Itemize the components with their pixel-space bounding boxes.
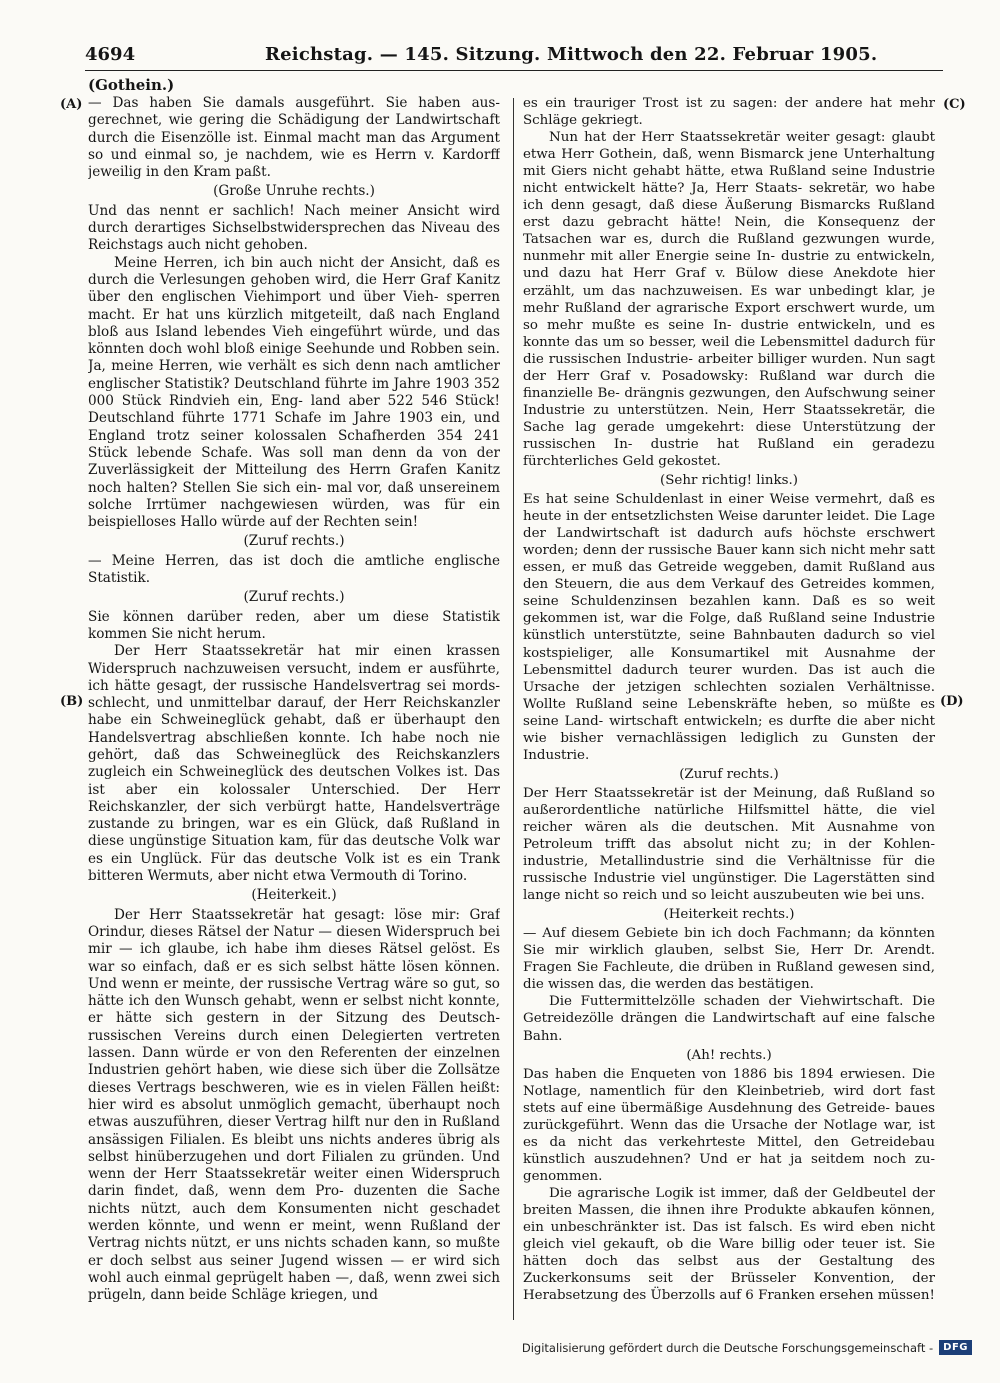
paragraph: Es hat seine Schuldenlast in einer Weise vermehrt, daß es heute in der entsetzlichsten Weise darunter leidet. Die Lage der Landwirtschaft ist dadurch aufs höchste erschwert worden; denn der russische Bauer kann sich nicht mehr satt essen, er muß das Getreide weggeben, damit Rußland aus den Steuern, die aus dem Verkauf des Getreides kommen, seine Schuldenzinsen bezahlen kann. Daß es so weit gekommen ist, war die Folge, daß Rußland seine Industrie künstlich unterstützte, seine Bahnbauten dadurch so viel kostspieliger, alle Konsumartikel mit Ausnahme der Lebensmittel dadurch teurer wurden. Das ist auch die Ursache der jetzigen schlechten sozialen Verhältnisse. Wollte Rußland seine Lebenskräfte heben, so müßte es seine Land- wirtschaft entwickeln; es durfte die aber nicht wie bisher vernachlässigen lediglich zu Gunsten der Industrie.	[523, 492, 935, 763]
paragraph: Die Futtermittelzölle schaden der Viehwirtschaft. Die Getreidezölle drängen die Landwirtschaft auf eine falsche Bahn.	[523, 994, 935, 1044]
speaker-label: (Gothein.)	[88, 76, 175, 94]
paragraph: — Meine Herren, das ist doch die amtliche englische Statistik.	[88, 552, 500, 587]
paragraph: Das haben die Enqueten von 1886 bis 1894 erwiesen. Die Notlage, namentlich für den Kleinbetrieb, wird dort fast stets auf eine übermäßige Ausdehnung des Getreide- baues zurückgeführt. Wenn das die Ursache der Notlage war, ist es da nicht das verkehrteste Mittel, den Getreidebau künstlich auszudehnen? Und er hat ja seitdem noch zu- genommen.	[523, 1066, 935, 1184]
margin-marker-b: (B)	[60, 694, 84, 709]
margin-marker-d: (D)	[940, 694, 964, 709]
margin-marker-a: (A)	[60, 97, 83, 112]
digitization-footer	[522, 1340, 972, 1355]
dfg-logo: DFG	[939, 1340, 972, 1355]
header-rule	[85, 70, 943, 71]
interjection: (Zuruf rechts.)	[679, 766, 779, 782]
page-number: 4694	[85, 44, 136, 65]
right-column	[523, 95, 935, 1320]
paragraph: Und das nennt er sachlich! Nach meiner Ansicht wird durch derartiges Sichselbstwidersprechen das Niveau des Reichstags auch nicht gehoben.	[88, 202, 500, 254]
interjection: (Ah! rechts.)	[686, 1047, 772, 1063]
left-column	[88, 95, 500, 1320]
interjection: (Heiterkeit.)	[251, 887, 337, 904]
column-divider	[513, 98, 514, 1320]
page-title: Reichstag. — 145. Sitzung. Mittwoch den 22. Februar 1905.	[265, 44, 878, 65]
paragraph: Sie können darüber reden, aber um diese Statistik kommen Sie nicht herum.	[88, 608, 500, 642]
paragraph: Der Herr Staatssekretär hat mir einen krassen Widerspruch nachzuweisen versucht, indem er ausführte, ich hätte gesagt, der russische Handelsvertrag sei mords- schlecht, und unmittelbar darauf, der Herr Reichskanzler habe ein Schweineglück gehabt, daß er überhaupt den Handelsvertrag abschließen konnte. Ich habe noch nie gehört, daß das Schweineglück des Reichskanzlers zugleich ein Schweineglück des deutschen Volkes ist. Das ist aber ein kolossaler Unterschied. Der Herr Reichskanzler, der sich verbürgt hatte, Handelsverträge zustande zu bringen, war es ein Glück, daß Rußland in diese ungünstige Situation kam, für das deutsche Volk war es ein Unglück. Für das deutsche Volk ist es ein Trank bitteren Wermuts, aber nicht etwa Vermouth di Torino.	[88, 643, 500, 885]
paragraph: — Auf diesem Gebiete bin ich doch Fachmann; da könnten Sie mir wirklich glauben, selbst Sie, Herr Dr. Arendt. Fragen Sie Fachleute, die drüben in Rußland gewesen sind, die wissen das, die werden das bestätigen.	[523, 926, 935, 993]
paragraph: Meine Herren, ich bin auch nicht der Ansicht, daß es durch die Verlesungen gehoben wird, die Herr Graf Kanitz über den englischen Viehimport und über Vieh- sperren macht. Er hat uns kürzlich mitgeteilt, daß nach England bloß aus Island lebendes Vieh eingeführt würde, und das könnten doch wohl bloß einige Seehunde und Robben sein. Ja, meine Herren, wie verhält es sich denn nach amtlicher englischer Statistik? Deutschland führte im Jahre 1903 352 000 Stück Rindvieh ein, Eng- land aber 522 546 Stück! Deutschland führte 1771 Schafe im Jahre 1903 ein, und England trotz seiner kolossalen Schafherden 354 241 Stück lebende Schafe. Was soll man denn da von der Zuverlässigkeit der Mitteilung des Herrn Grafen Kanitz noch halten? Stellen Sie sich ein- mal vor, daß unsereinem solche Irrtümer nachgewiesen würden, was für ein beispielloses Hallo würde auf der Rechten sein!	[88, 254, 500, 531]
interjection: (Zuruf rechts.)	[243, 589, 345, 606]
page-header	[85, 44, 945, 70]
margin-marker-c: (C)	[943, 97, 966, 112]
paragraph: Der Herr Staatssekretär ist der Meinung, daß Rußland so außerordentliche natürliche Hilfsmittel hätte, die viel reicher wären als die deutschen. Mit Ausnahme von Petroleum trifft das absolut nicht zu; in der Kohlen- industrie, Metallindustrie sind die Verhältnisse für die russische Industrie viel ungünstiger. Die Lagerstätten sind lange nicht so reich und so leicht auszubeuten wie bei uns.	[523, 785, 935, 904]
interjection: (Heiterkeit rechts.)	[663, 907, 795, 923]
interjection: (Große Unruhe rechts.)	[213, 183, 375, 200]
paragraph: Nun hat der Herr Staatssekretär weiter gesagt: glaubt etwa Herr Gothein, daß, wenn Bismarck jene Unterhaltung mit Giers nicht gehabt hätte, etwa Rußland seine Industrie nicht entwickelt hätte? Ja, Herr Staats- sekretär, wo habe ich denn gesagt, daß diese Äußerung Bismarcks Rußland erst dazu gebracht hätte! Nein, die Konsequenz der Tatsachen war es, durch die Rußland gezwungen wurde, nunmehr mit aller Energie seine In- dustrie zu entwickeln, und dazu hat Herr Graf v. Bülow diese Anekdote hier erzählt, um das nachzuweisen. Es war unbedingt klar, je mehr Rußland der agrarische Export erschwert wurde, um so mehr mußte es seine In- dustrie entwickeln, und es konnte das um so besser, weil die Lebensmittel dadurch für die russischen Industrie- arbeiter billiger wurden. Nun sagt der Herr Graf v. Posadowsky: Rußland war durch die finanzielle Be- drängnis gezwungen, den Aufschwung seiner Industrie zu unterstützen. Nein, Herr Staatssekretär, die Sache lag gerade umgekehrt: diese Unterstützung der russischen In- dustrie hat Rußland ein geradezu fürchterliches Geld gekostet.	[523, 130, 935, 469]
footer-credit: Digitalisierung gefördert durch die Deutsche Forschungsgemeinschaft -	[521, 1340, 934, 1355]
paragraph: — Das haben Sie damals ausgeführt. Sie haben aus- gerechnet, wie gering die Schädigung der Landwirtschaft durch die Eisenzölle ist. Einmal macht man das Argument so und einmal so, je nachdem, wie es Herrn v. Kardorff jeweilig in den Kram paßt.	[88, 95, 500, 181]
interjection: (Sehr richtig! links.)	[660, 473, 798, 489]
interjection: (Zuruf rechts.)	[243, 533, 345, 550]
paragraph: es ein trauriger Trost ist zu sagen: der andere hat mehr Schläge gekriegt.	[523, 96, 935, 129]
paragraph: Der Herr Staatssekretär hat gesagt: löse mir: Graf Orindur, dieses Rätsel der Natur — diesen Widerspruch bei mir — ich glaube, ich habe ihm dieses Rätsel gelöst. Es war so einfach, daß er es sich selbst hätte lösen können. Und wenn er meinte, der russische Vertrag wäre so gut, so hätte ich den Wunsch gehabt, wenn er selbst nicht konnte, er hätte sich gestern in der Sitzung des Deutsch-russischen Vereins durch einen Delegierten vertreten lassen. Dann würde er von den Referenten der einzelnen Industrien gehört haben, wie diese sich über die Zollsätze dieses Vertrags beschweren, wie es in vielen Fällen heißt: hier wird es absolut unmöglich gemacht, überhaupt noch etwas auszuführen, dieser Vertrag hilft nur den in Rußland ansässigen Filialen. Es bleibt uns nichts anderes übrig als selbst hinüberzugehen und dort Filialen zu gründen. Und wenn der Herr Staatssekretär weiter einen Widerspruch darin findet, daß, wenn dem Pro- duzenten die Sache nichts nützt, auch dem Konsumenten nicht geschadet werden könnte, und wenn er meint, wenn Rußland der Vertrag nichts nützt, er uns nichts schaden kann, so mußte er doch selbst aus seiner Jugend wissen — er wird sich wohl auch einmal geprügelt haben —, daß, wenn zwei sich prügeln, dann beide Schläge kriegen, und	[88, 906, 500, 1304]
paragraph: Die agrarische Logik ist immer, daß der Geldbeutel der breiten Massen, die ihnen ihre Produkte abkaufen können, ein unbeschränkter ist. Das ist falsch. Es wird eben nicht gleich viel gekauft, ob die Ware billig oder teuer ist. Sie hätten doch das selbst aus der Gestaltung des Zuckerkonsums seit der Brüsseler Konvention, der Herabsetzung des Überzolls auf 6 Franken ersehen müssen!	[523, 1185, 935, 1304]
